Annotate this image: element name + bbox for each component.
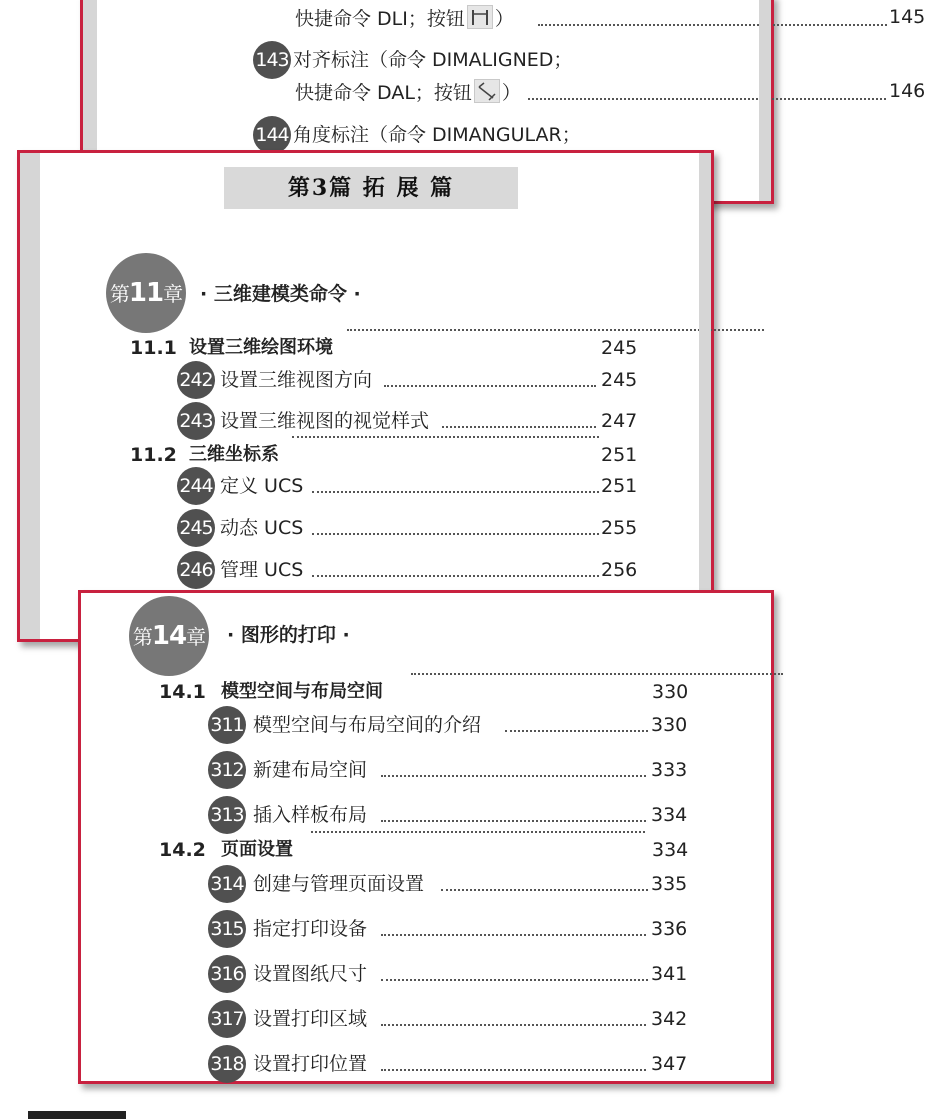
item-number-badge: 315 <box>208 910 246 948</box>
toc-line-text: 快捷命令 DAL；按钮 <box>295 82 472 104</box>
page-number: 251 <box>601 475 638 497</box>
toc-line-text-end: ） <box>494 8 514 30</box>
toc-item <box>253 917 688 941</box>
section-title: 三维坐标系 <box>189 444 279 465</box>
page-number: 333 <box>651 759 688 781</box>
page-number: 145 <box>889 6 925 28</box>
page-number: 330 <box>651 714 688 736</box>
chapter-title: · 图形的打印 · <box>227 624 350 646</box>
section-title: 设置三维绘图环境 <box>189 337 333 358</box>
dot-leader <box>381 775 646 777</box>
toc-item <box>220 558 638 582</box>
item-number-badge: 246 <box>177 551 215 589</box>
dot-leader <box>312 491 599 493</box>
toc-item <box>253 872 688 896</box>
section-title: 模型空间与布局空间 <box>221 681 383 702</box>
chapter-number: 11 <box>128 278 164 308</box>
page-number: 334 <box>652 839 689 861</box>
dot-leader <box>347 329 764 331</box>
item-number-badge: 312 <box>208 751 246 789</box>
item-title: 模型空间与布局空间的介绍 <box>253 714 482 736</box>
page-number: 336 <box>651 918 688 940</box>
page-number: 341 <box>651 963 688 985</box>
item-title: 设置三维视图的视觉样式 <box>220 410 430 432</box>
page-number: 245 <box>601 337 638 359</box>
page-number: 330 <box>652 681 689 703</box>
item-number-badge: 144 <box>253 116 291 154</box>
item-number-badge: 245 <box>177 509 215 547</box>
page-number: 335 <box>651 873 688 895</box>
item-title: 指定打印设备 <box>253 918 368 940</box>
dot-leader <box>381 934 646 936</box>
item-number-badge: 243 <box>177 402 215 440</box>
page-number: 251 <box>601 444 638 466</box>
toc-line: 角度标注（命令 DIMANGULAR； <box>293 124 581 146</box>
toc-line: 对齐标注（命令 DIMALIGNED； <box>293 49 573 71</box>
chapter-title: · 三维建模类命令 · <box>200 283 361 305</box>
part-title-banner: 第3篇 拓 展 篇 <box>224 167 518 209</box>
item-number-badge: 311 <box>208 706 246 744</box>
item-title: 新建布局空间 <box>253 759 368 781</box>
dot-leader <box>381 979 648 981</box>
toc-line <box>295 5 925 31</box>
chapter-suffix: 章 <box>163 282 183 306</box>
toc-item <box>253 713 688 737</box>
section-number: 14.2 <box>159 839 206 861</box>
toc-item <box>253 1007 688 1031</box>
dot-leader <box>411 673 783 675</box>
dot-leader <box>505 730 648 732</box>
toc-item <box>220 474 638 498</box>
item-title: 插入样板布局 <box>253 804 368 826</box>
dot-leader <box>381 820 646 822</box>
item-title: 设置图纸尺寸 <box>253 963 368 985</box>
item-number-badge: 318 <box>208 1045 246 1083</box>
item-number-badge: 244 <box>177 467 215 505</box>
dot-leader <box>381 1069 646 1071</box>
page-number: 256 <box>601 559 638 581</box>
item-title: 定义 UCS <box>220 475 304 497</box>
toc-page-chapter-11 <box>17 150 714 642</box>
dot-leader <box>528 98 886 100</box>
chapter-number-circle <box>129 596 209 676</box>
item-number-badge: 317 <box>208 1000 246 1038</box>
toc-item <box>220 409 638 433</box>
item-title: 设置打印区域 <box>253 1008 368 1030</box>
toc-line-text: 快捷命令 DLI；按钮 <box>295 8 465 30</box>
toc-page-chapter-14 <box>78 590 774 1084</box>
page-number: 334 <box>651 804 688 826</box>
dot-leader <box>312 533 599 535</box>
page-number: 245 <box>601 369 638 391</box>
dot-leader <box>292 436 599 438</box>
dot-leader <box>441 889 648 891</box>
toc-line <box>295 79 925 105</box>
section-number: 14.1 <box>159 681 206 703</box>
page-number: 347 <box>651 1053 688 1075</box>
chapter-prefix: 第 <box>132 625 152 649</box>
page-number: 342 <box>651 1008 688 1030</box>
chapter-number-circle <box>106 253 186 333</box>
item-title: 设置打印位置 <box>253 1053 368 1075</box>
item-title: 动态 UCS <box>220 517 304 539</box>
item-number-badge: 242 <box>177 361 215 399</box>
dot-leader <box>311 831 645 833</box>
chapter-prefix: 第 <box>109 282 129 306</box>
section-number: 11.2 <box>130 444 177 466</box>
dot-leader <box>384 385 596 387</box>
dot-leader <box>381 1024 646 1026</box>
section-number: 11.1 <box>130 337 177 359</box>
toc-item <box>220 368 638 392</box>
aligned-dim-icon <box>474 79 500 103</box>
page-number: 247 <box>601 410 638 432</box>
item-title: 管理 UCS <box>220 559 304 581</box>
section-title: 页面设置 <box>221 839 293 860</box>
item-number-badge: 314 <box>208 865 246 903</box>
chapter-suffix: 章 <box>186 625 206 649</box>
dot-leader <box>442 426 596 428</box>
item-number-badge: 313 <box>208 796 246 834</box>
item-title: 创建与管理页面设置 <box>253 873 425 895</box>
chapter-number: 14 <box>151 621 187 651</box>
page-number: 146 <box>889 80 925 102</box>
toc-item <box>253 1052 688 1076</box>
page-number: 255 <box>601 517 638 539</box>
toc-item <box>220 516 638 540</box>
linear-dim-icon <box>467 5 493 29</box>
dot-leader <box>312 575 599 577</box>
item-number-badge: 143 <box>253 41 291 79</box>
item-title: 设置三维视图方向 <box>220 369 373 391</box>
toc-item <box>253 962 688 986</box>
toc-item <box>253 758 688 782</box>
footer-bar <box>28 1111 126 1119</box>
item-number-badge: 316 <box>208 955 246 993</box>
toc-line-text-end: ） <box>501 82 521 104</box>
dot-leader <box>538 24 887 26</box>
toc-item <box>253 803 688 827</box>
